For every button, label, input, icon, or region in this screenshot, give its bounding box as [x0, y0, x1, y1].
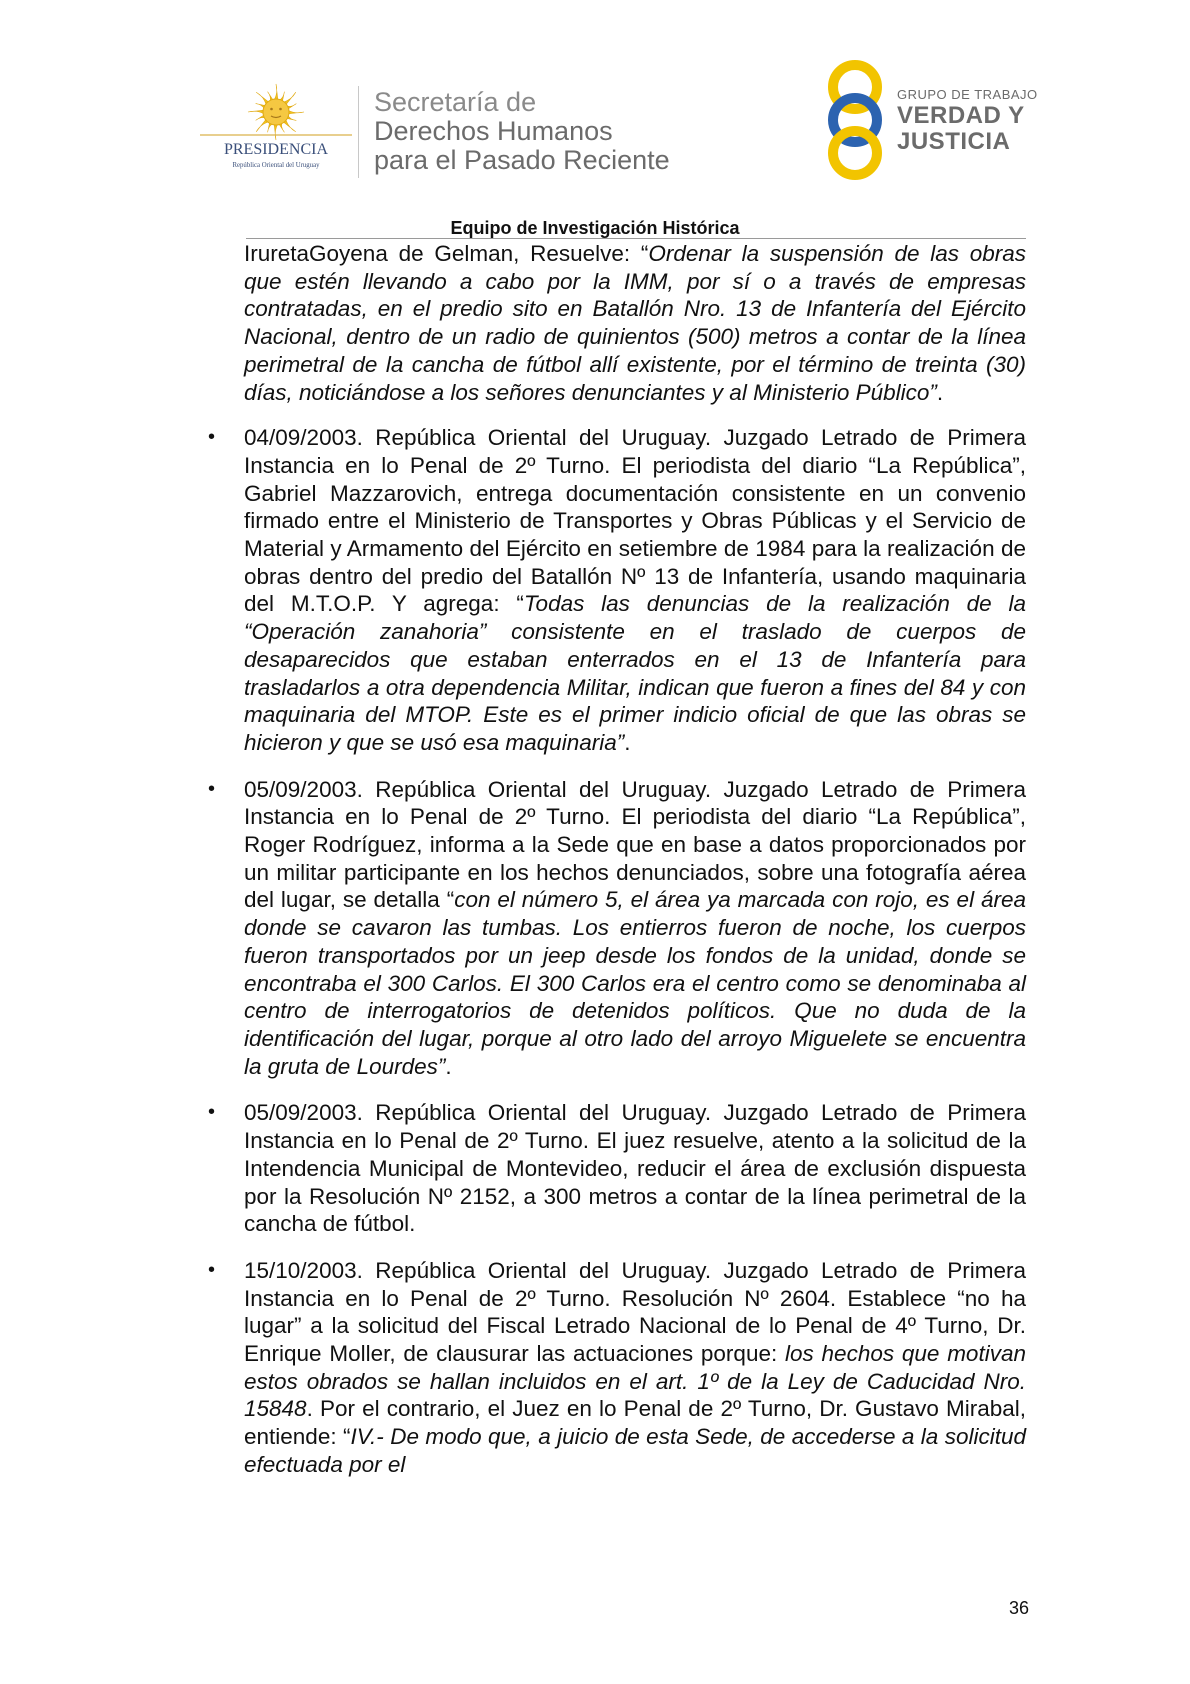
bullet: •: [208, 777, 216, 800]
entry-quote-2: IV.- De modo que, a juicio de esta Sede, de accederse a la solicitud efectuada por el: [244, 1424, 1026, 1477]
entry-plain: 05/09/2003. República Oriental del Uruguay. Juzgado Letrado de Primera Instancia en lo Penal de 2º Turno. El juez resuelve, atento a la solicitud de la Intendencia Municipal de Montevideo, reducir el área de exclusión dispuesta por la Resolución Nº 2152, a 300 metros a contar de la línea perimetral de la cancha de fútbol.: [244, 1100, 1026, 1237]
entry-plain: 04/09/2003. República Oriental del Uruguay. Juzgado Letrado de Primera Instancia en lo Penal de 2º Turno. El periodista del diario “La República”, Gabriel Mazzarovich, entrega documentación consistente en un convenio firmado entre el Ministerio de Transportes y Obras Públicas y el Servicio de Material y Armamento del Ejército en setiembre de 1984 para la realización de obras dentro del predio del Batallón Nº 13 de Infantería, usando maquinaria del M.T.O.P. Y agrega: “: [244, 425, 1026, 617]
list-item: [208, 1257, 1026, 1479]
list-item-text: [244, 424, 1026, 756]
continuation-quote: Ordenar la suspensión de las obras que estén llevando a cabo por la IMM, por sí o a través de empresas contratadas, en el predio sito en Batallón Nro. 13 de Infantería del Ejército Nacional, dentro de un radio de quinientos (500) metros a contar de la línea perimetral de la cancha de fútbol allí existente, por el término de treinta (30) días, noticiándose a los señores denunciantes y al Ministerio Público”: [244, 241, 1026, 405]
entry-end: .: [445, 1053, 452, 1079]
entry-plain: 05/09/2003. República Oriental del Uruguay. Juzgado Letrado de Primera Instancia en lo Penal de 2º Turno. El periodista del diario “La República”, Roger Rodríguez, informa a la Sede que en base a datos proporcionados por un militar participante en los hechos denunciados, sobre una fotografía aérea del lugar, se detalla “: [244, 776, 1026, 913]
list-item-text: [244, 1099, 1026, 1238]
vyj-line-3: JUSTICIA: [897, 128, 1011, 155]
list-item: [208, 1099, 1026, 1238]
entry-plain: 15/10/2003. República Oriental del Uruguay. Juzgado Letrado de Primera Instancia en lo Penal de 2º Turno. Resolución Nº 2604. Establece “no ha lugar” a la solicitud del Fiscal Letrado Nacional de lo Penal de 4º Turno, Dr. Enrique Moller, de clausurar las actuaciones porque:: [244, 1257, 1026, 1367]
bullet: •: [208, 426, 216, 449]
sun-ray: [274, 84, 278, 100]
continuation-end: .: [936, 379, 944, 405]
presidencia-subtitle: República Oriental del Uruguay: [232, 162, 320, 169]
vyj-line-1: GRUPO DE TRABAJO: [897, 87, 1038, 102]
entry-end: .: [624, 729, 631, 755]
secretaria-logo-text: [374, 88, 670, 175]
entry-quote: los hechos que motivan estos obrados se hallan incluidos en el art. 1º de la Ley de Caducidad Nro. 15848: [244, 1341, 1026, 1422]
verdad-justicia-text: [897, 87, 1038, 155]
secretaria-line-2: Derechos Humanos: [374, 116, 613, 146]
presidencia-sun-logo: [196, 82, 356, 177]
header-rule: [246, 238, 1026, 239]
sun-ray: [274, 124, 278, 140]
entry-plain-2: . Por el contrario, el Juez en lo Penal de 2º Turno, Dr. Gustavo Mirabal, entiende: “: [244, 1396, 1026, 1450]
logo-divider: [358, 86, 359, 178]
list-item: [208, 776, 1027, 1081]
bullet: •: [208, 1258, 216, 1281]
document-body: [208, 240, 1027, 1479]
list-item: [208, 424, 1026, 756]
entry-quote: con el número 5, el área ya marcada con rojo, es el área donde se cavaron las tumbas. Los entierros fueron de noche, los cuerpos fueron transportados por un jeep desde los fondos de la unidad, donde se encontraba el 300 Carlos. El 300 Carlos era el centro como se denominaba al centro de interrogatorios de detenidos políticos. Que no duda de la identificación del lugar, porque al otro lado del arroyo Miguelete se encuentra la gruta de Lourdes”: [244, 887, 1027, 1079]
vyj-line-2: VERDAD Y: [897, 102, 1025, 129]
page-number: 36: [1008, 1598, 1029, 1618]
page-header: [0, 0, 1190, 240]
bullet: •: [208, 1101, 216, 1124]
section-title: Equipo de Investigación Histórica: [450, 218, 740, 238]
sun-ray: [288, 110, 304, 114]
presidencia-name: PRESIDENCIA: [223, 141, 329, 158]
entry-quote: Todas las denuncias de la realización de la “Operación zanahoria” consistente en el traslado de cuerpos de desaparecidos que estaban enterrados en el 13 de Infantería para trasladarlos a otra dependencia Militar, indican que fueron a fines del 84 y con maquinaria del MTOP. Este es el primer indicio oficial de que las obras se hicieron y que se usó esa maquinaria”: [244, 591, 1026, 755]
continuation-plain: IruretaGoyena de Gelman, Resuelve: “: [244, 241, 649, 266]
secretaria-line-3: para el Pasado Reciente: [374, 145, 670, 175]
list-item-text: [244, 1257, 1026, 1479]
list-item-text: [244, 776, 1026, 1081]
sun-ray: [248, 110, 264, 114]
secretaria-line-1: Secretaría de: [374, 87, 537, 117]
continuation-paragraph: [244, 240, 1026, 406]
sun-icon: [248, 84, 304, 140]
